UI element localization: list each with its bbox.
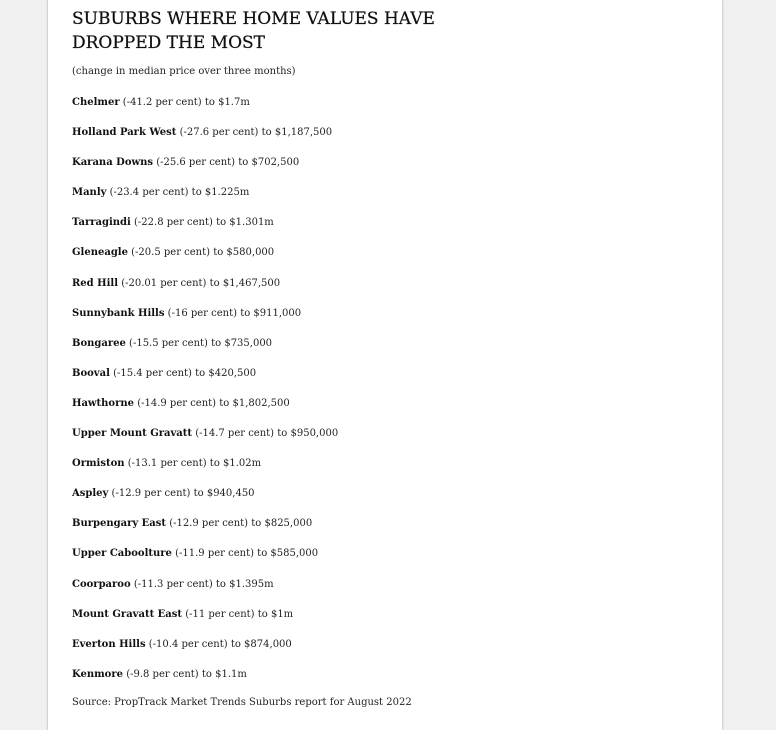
suburb-name: Ormiston bbox=[72, 458, 125, 470]
list-item bbox=[72, 546, 338, 576]
price-change: (-9.8 per cent) to $1.1m bbox=[126, 668, 247, 680]
list-item bbox=[72, 336, 338, 366]
price-change: (-12.9 per cent) to $825,000 bbox=[169, 518, 313, 530]
list-item bbox=[72, 637, 338, 667]
suburb-name: Red Hill bbox=[72, 277, 118, 289]
suburb-name: Tarragindi bbox=[72, 217, 131, 229]
suburb-name: Everton Hills bbox=[72, 638, 146, 650]
suburb-list bbox=[72, 95, 338, 697]
price-change: (-41.2 per cent) to $1.7m bbox=[122, 97, 250, 108]
list-item bbox=[72, 215, 338, 245]
price-change: (-23.4 per cent) to $1.225m bbox=[109, 187, 250, 199]
suburb-name: Sunnybank Hills bbox=[72, 307, 165, 319]
article-title: SUBURBS WHERE HOME VALUES HAVE DROPPED THE MOST bbox=[72, 9, 435, 53]
list-item bbox=[72, 426, 338, 456]
list-item bbox=[72, 276, 338, 306]
suburb-name: Gleneagle bbox=[72, 247, 128, 259]
list-item bbox=[72, 577, 338, 607]
suburb-name: Upper Caboolture bbox=[72, 548, 172, 560]
list-item bbox=[72, 396, 338, 426]
article-subtitle: (change in median price over three months) bbox=[72, 66, 296, 77]
list-item bbox=[72, 667, 338, 697]
list-item bbox=[72, 486, 338, 516]
price-change: (-13.1 per cent) to $1.02m bbox=[127, 458, 262, 470]
price-change: (-20.01 per cent) to $1,467,500 bbox=[121, 277, 281, 289]
price-change: (-11.3 per cent) to $1.395m bbox=[133, 578, 274, 590]
suburb-name: Burpengary East bbox=[72, 518, 166, 530]
price-change: (-25.6 per cent) to $702,500 bbox=[156, 157, 300, 169]
price-change: (-20.5 per cent) to $580,000 bbox=[131, 247, 275, 259]
suburb-name: Karana Downs bbox=[72, 157, 154, 169]
price-change: (-15.4 per cent) to $420,500 bbox=[113, 367, 257, 379]
price-change: (-12.9 per cent) to $940,450 bbox=[111, 488, 255, 500]
suburb-name: Holland Park West bbox=[72, 127, 177, 139]
suburb-name: Booval bbox=[72, 367, 110, 379]
list-item bbox=[72, 516, 338, 546]
price-change: (-16 per cent) to $911,000 bbox=[167, 307, 302, 319]
price-change: (-14.7 per cent) to $950,000 bbox=[195, 428, 339, 440]
price-change: (-11 per cent) to $1m bbox=[185, 608, 294, 620]
price-change: (-11.9 per cent) to $585,000 bbox=[175, 548, 319, 560]
price-change: (-10.4 per cent) to $874,000 bbox=[148, 638, 292, 650]
suburb-name: Coorparoo bbox=[72, 578, 131, 590]
suburb-name: Upper Mount Gravatt bbox=[72, 428, 193, 440]
price-change: (-22.8 per cent) to $1.301m bbox=[134, 217, 274, 229]
list-item bbox=[72, 456, 338, 486]
suburb-name: Aspley bbox=[72, 488, 109, 500]
list-item bbox=[72, 155, 338, 185]
list-item bbox=[72, 306, 338, 336]
suburb-name: Kenmore bbox=[72, 668, 123, 680]
list-item bbox=[72, 607, 338, 637]
suburb-name: Bongaree bbox=[72, 337, 126, 349]
suburb-name: Mount Gravatt East bbox=[72, 608, 183, 620]
price-change: (-15.5 per cent) to $735,000 bbox=[129, 337, 273, 349]
document-page bbox=[47, 0, 723, 730]
price-change: (-14.9 per cent) to $1,802,500 bbox=[137, 397, 290, 409]
list-item bbox=[72, 125, 338, 155]
list-item bbox=[72, 245, 338, 275]
list-item bbox=[72, 366, 338, 396]
list-item bbox=[72, 185, 338, 215]
suburb-name: Hawthorne bbox=[72, 397, 134, 409]
suburb-name: Chelmer bbox=[72, 97, 120, 108]
list-item bbox=[72, 95, 338, 125]
suburb-name: Manly bbox=[72, 187, 107, 199]
source-note: Source: PropTrack Market Trends Suburbs report for August 2022 bbox=[72, 697, 412, 708]
price-change: (-27.6 per cent) to $1,187,500 bbox=[179, 127, 333, 139]
